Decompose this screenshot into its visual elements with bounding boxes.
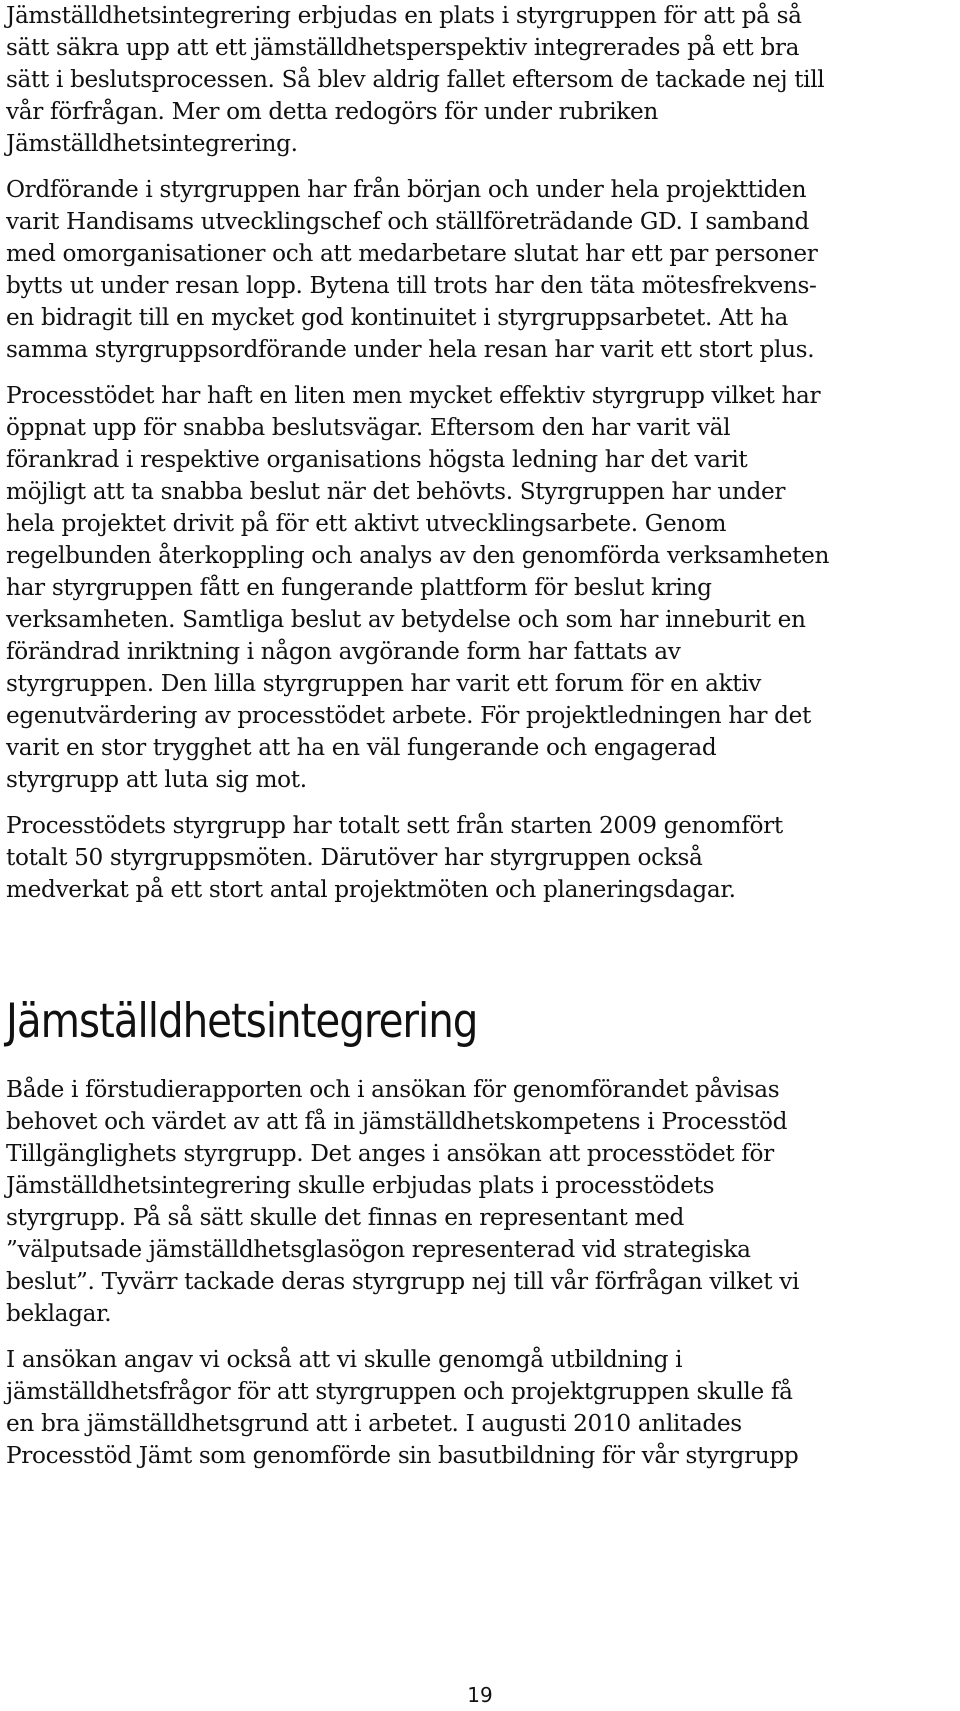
text-line: beklagar.: [6, 1300, 112, 1327]
paragraph: [6, 174, 956, 366]
text-line: totalt 50 styrgruppsmöten. Därutöver har styrgruppen också: [6, 844, 703, 871]
paragraph-spacer: [6, 1330, 956, 1344]
text-line: Både i förstudierapporten och i ansökan för genomförandet påvisas: [6, 1076, 780, 1103]
page-number: 19: [467, 1683, 493, 1707]
text-line: ”välputsade jämställdhetsglasögon representerad vid strategiska: [6, 1236, 751, 1263]
text-line: styrgruppen. Den lilla styrgruppen har varit ett forum för en aktiv: [6, 670, 762, 697]
text-line: Processtöd Jämt som genomförde sin basutbildning för vår styrgrupp: [6, 1442, 799, 1469]
text-line: Jämställdhetsintegrering.: [6, 130, 298, 157]
text-line: I ansökan angav vi också att vi skulle genomgå utbildning i: [6, 1346, 683, 1373]
text-line: beslut”. Tyvärr tackade deras styrgrupp nej till vår förfrågan vilket vi: [6, 1268, 800, 1295]
text-line: en bra jämställdhetsgrund att i arbetet. I augusti 2010 anlitades: [6, 1410, 742, 1437]
text-line: egenutvärdering av processtödet arbete. För projektledningen har det: [6, 702, 812, 729]
text-line: en bidragit till en mycket god kontinuitet i styrgruppsarbetet. Att ha: [6, 304, 789, 331]
text-line: jämställdhetsfrågor för att styrgruppen och projektgruppen skulle få: [6, 1378, 793, 1405]
section-after-heading: [6, 1074, 956, 1472]
text-line: hela projektet drivit på för ett aktivt utvecklingsarbete. Genom: [6, 510, 727, 537]
text-line: varit Handisams utvecklingschef och ställföreträdande GD. I samband: [6, 208, 810, 235]
paragraph-spacer: [6, 796, 956, 810]
text-line: medverkat på ett stort antal projektmöten och planeringsdagar.: [6, 876, 736, 903]
text-line: bytts ut under resan lopp. Bytena till trots har den täta mötesfrekvens-: [6, 272, 817, 299]
text-line: öppnat upp för snabba beslutsvägar. Eftersom den har varit väl: [6, 414, 731, 441]
document-page: [6, 0, 956, 1472]
text-line: Jämställdhetsintegrering erbjudas en plats i styrgruppen för att på så: [6, 2, 802, 29]
text-line: möjligt att ta snabba beslut när det behövts. Styrgruppen har under: [6, 478, 786, 505]
text-line: har styrgruppen fått en fungerande plattform för beslut kring: [6, 574, 712, 601]
text-line: Processtödet har haft en liten men mycket effektiv styrgrupp vilket har: [6, 382, 821, 409]
paragraph-spacer: [6, 366, 956, 380]
text-line: regelbunden återkoppling och analys av den genomförda verksamheten: [6, 542, 830, 569]
text-line: förändrad inriktning i någon avgörande form har fattats av: [6, 638, 681, 665]
text-line: verksamheten. Samtliga beslut av betydelse och som har inneburit en: [6, 606, 806, 633]
section-spacer: [6, 906, 956, 992]
paragraph: [6, 0, 956, 160]
text-line: styrgrupp. På så sätt skulle det finnas en representant med: [6, 1204, 684, 1231]
paragraph: [6, 380, 956, 796]
paragraph-spacer: [6, 160, 956, 174]
paragraph: [6, 810, 956, 906]
text-line: Processtödets styrgrupp har totalt sett från starten 2009 genomfört: [6, 812, 783, 839]
text-line: sätt säkra upp att ett jämställdhetsperspektiv integrerades på ett bra: [6, 34, 800, 61]
text-line: styrgrupp att luta sig mot.: [6, 766, 307, 793]
text-line: Ordförande i styrgruppen har från början och under hela projekttiden: [6, 176, 807, 203]
section-heading: Jämställdhetsintegrering: [6, 994, 478, 1049]
paragraph: [6, 1344, 956, 1472]
text-line: förankrad i respektive organisations högsta ledning har det varit: [6, 446, 748, 473]
text-line: samma styrgruppsordförande under hela resan har varit ett stort plus.: [6, 336, 815, 363]
text-line: med omorganisationer och att medarbetare slutat har ett par personer: [6, 240, 818, 267]
section-before-heading: [6, 0, 956, 906]
text-line: sätt i beslutsprocessen. Så blev aldrig fallet eftersom de tackade nej till: [6, 66, 825, 93]
text-line: Tillgänglighets styrgrupp. Det anges i ansökan att processtödet för: [6, 1140, 774, 1167]
heading-spacer: [6, 1052, 956, 1074]
paragraph: [6, 1074, 956, 1330]
text-line: Jämställdhetsintegrering skulle erbjudas plats i processtödets: [6, 1172, 715, 1199]
text-line: varit en stor trygghet att ha en väl fungerande och engagerad: [6, 734, 717, 761]
text-line: behovet och värdet av att få in jämställdhetskompetens i Processtöd: [6, 1108, 788, 1135]
text-line: vår förfrågan. Mer om detta redogörs för under rubriken: [6, 98, 658, 125]
